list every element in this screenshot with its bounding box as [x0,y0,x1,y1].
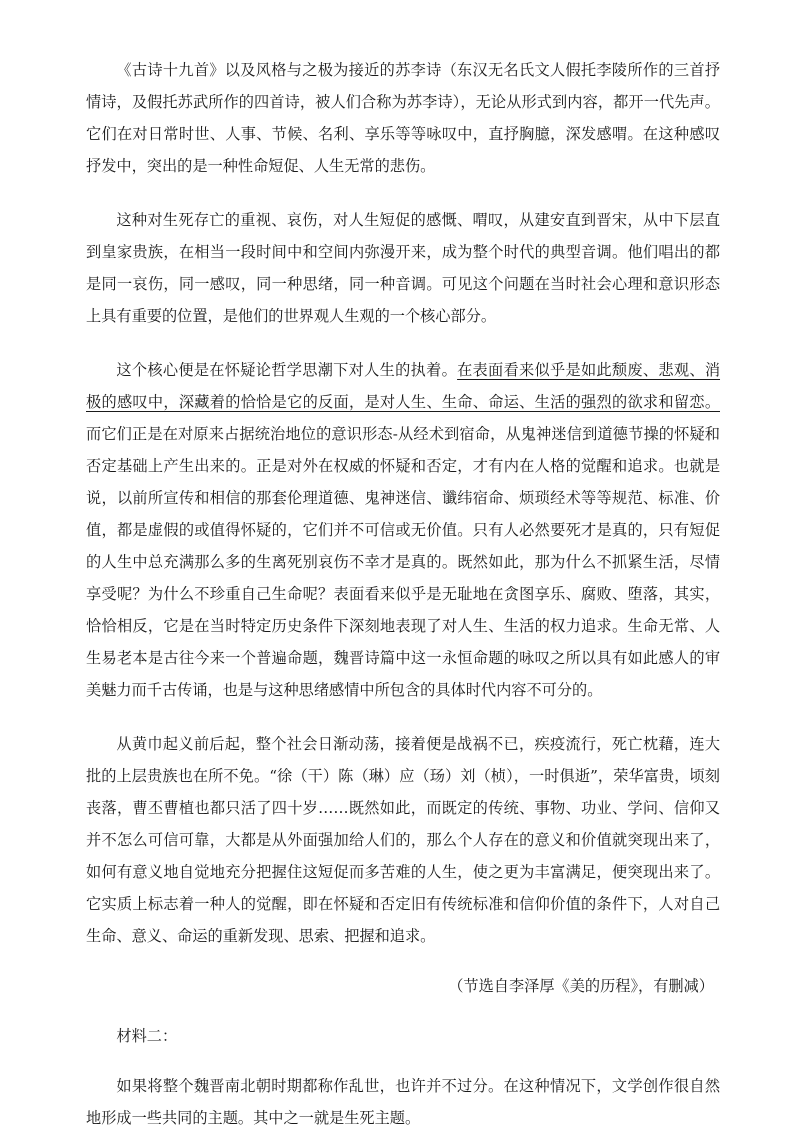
paragraph-2: 这种对生死存亡的重视、哀伤，对人生短促的感慨、喟叹，从建安直到晋宋，从中下层直到皇家贵族，在相当一段时间中和空间内弥漫开来，成为整个时代的典型音调。他们唱出的都是同一哀伤，同一感叹，同一种思绪，同一种音调。可见这个问题在当时社会心理和意识形态上具有重要的位置，是他们的世界观人生观的一个核心部分。 [86,211,720,325]
paragraph-gap [86,1052,720,1070]
paragraph-3-rest: 而它们正是在对原来占据统治地位的意识形态-从经术到宿命，从鬼神迷信到道德节操的怀疑和否定基础上产生出来的。正是对外在权威的怀疑和否定，才有内在人格的觉醒和追求。也就是说，以前所宣传和相信的那套伦理道德、鬼神迷信、谶纬宿命、烦琐经术等等规范、标准、价值，都是虚假的或值得怀疑的，它们并不可信或无价值。只有人必然要死才是真的，只有短促的人生中总充满那么多的生离死别哀伤不幸才是真的。既然如此，那为什么不抓紧生活，尽情享受呢？为什么不珍重自己生命呢？表面看来似乎是无耻地在贪图享乐、腐败、堕落，其实，恰恰相反，它是在当时特定历史条件下深刻地表现了对人生、生活的权力追求。生命无常、人生易老本是古往今来一个普遍命题，魏晋诗篇中这一永恒命题的咏叹之所以具有如此感人的审美魅力而千古传诵，也是与这种思绪感情中所包含的具体时代内容不可分的。 [86,425,720,699]
paragraph-gap [86,332,720,354]
paragraph-4: 从黄巾起义前后起，整个社会日渐动荡，接着便是战祸不已，疾疫流行，死亡枕藉，连大批的上层贵族也在所不免。“徐（干）陈（琳）应（玚）刘（桢），一时俱逝”，荣华富贵，顷刻丧落，曹丕曹植也都只活了四十岁……既然如此，而既定的传统、事物、功业、学问、信仰又并不怎么可信可靠，大都是从外面强加给人们的，那么个人存在的意义和价值就突现出来了，如何有意义地自觉地充分把握住这短促而多苦难的人生，使之更为丰富满足，便突现出来了。它实质上标志着一种人的觉醒，即在怀疑和否定旧有传统标准和信仰价值的条件下，人对自己生命、意义、命运的重新发现、思索、把握和追求。 [86,735,720,945]
paragraph-3 [86,354,720,706]
document-page [86,54,720,1134]
paragraph-5: 如果将整个魏晋南北朝时期都称作乱世，也许并不过分。在这种情况下，文学创作很自然地形成一些共同的主题。其中之一就是生死主题。 [86,1077,720,1127]
paragraph-3-start: 这个核心便是在怀疑论哲学思潮下对人生的执着。 [116,361,458,379]
paragraph-gap [86,706,720,728]
underlined-sentence: 在表面看来似乎是如此颓废、悲观、消极的感叹中，深藏着的恰恰是它的反面，是对人生、生命、命运、生活的强烈的欲求和留恋。 [86,361,721,411]
source-citation: （节选自李泽厚《美的历程》，有删减） [448,977,714,995]
material-2-label: 材料二： [116,1027,178,1045]
paragraph-gap [86,1002,720,1020]
paragraph-1: 《古诗十九首》以及风格与之极为接近的苏李诗（东汉无名氏文人假托李陵所作的三首抒情诗，及假托苏武所作的四首诗，被人们合称为苏李诗），无论从形式到内容，都开一代先声。它们在对日常时世、人事、节候、名利、享乐等等咏叹中，直抒胸臆，深发感喟。在这种感叹抒发中，突出的是一种性命短促、人生无常的悲伤。 [86,61,720,175]
paragraph-gap [86,182,720,204]
paragraph-gap [86,952,720,970]
